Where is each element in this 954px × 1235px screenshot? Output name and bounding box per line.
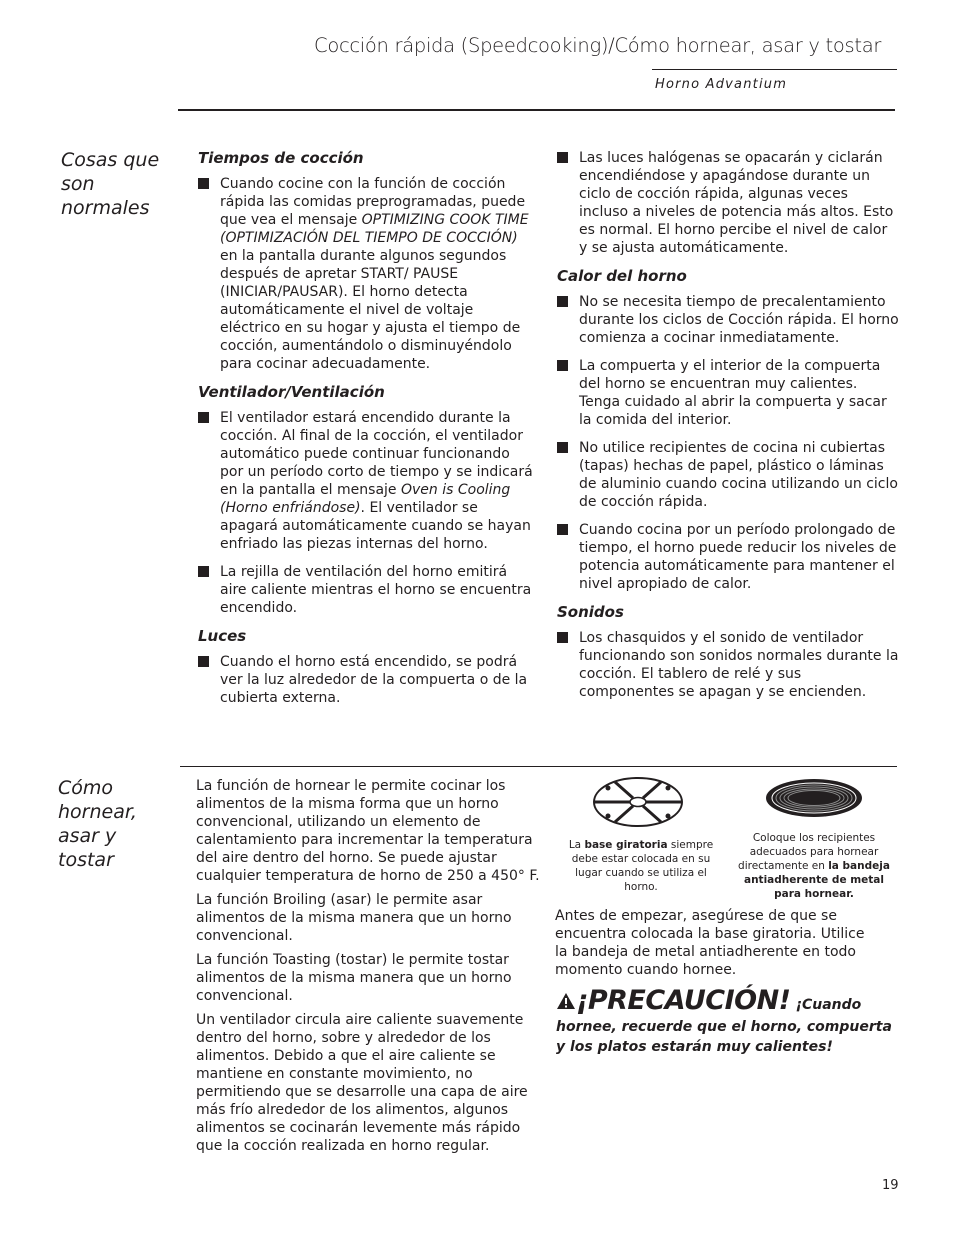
bullet-text: Cuando el horno está encendido, se podrá ver la luz alrededor de la compuerta o de la cubierta externa. bbox=[220, 654, 528, 706]
bullet-item bbox=[198, 653, 533, 707]
bullet-item bbox=[198, 563, 533, 617]
bullet-square-icon bbox=[198, 412, 209, 423]
bullet-square-icon bbox=[198, 566, 209, 577]
bullet-text: La rejilla de ventilación del horno emitirá aire caliente mientras el horno se encuentra encendido. bbox=[220, 564, 532, 616]
bullet-text: La compuerta y el interior de la compuerta del horno se encuentran muy calientes. Tenga cuidado al abrir la compuerta y sacar la comida del interior. bbox=[579, 358, 887, 428]
bullet-square-icon bbox=[557, 360, 568, 371]
baking-tray-icon bbox=[764, 777, 864, 819]
section2-left-column bbox=[196, 777, 541, 1161]
paragraph-bake: La función de hornear le permite cocinar los alimentos de la misma forma que un horno convencional, utilizando un elemento de calentamiento para incrementar la temperatura del aire dentro del horno. Se puede ajustar cualquier temperatura de horno de 250 a 450° F. bbox=[196, 778, 540, 884]
header-subtitle: Horno Advantium bbox=[655, 77, 788, 92]
heading-cook-times: Tiempos de cocción bbox=[198, 149, 364, 167]
section-heading-bake: Cómo hornear, asar y tostar bbox=[58, 777, 137, 871]
bullet-square-icon bbox=[557, 524, 568, 535]
bullet-text: No utilice recipientes de cocina ni cubiertas (tapas) hechas de papel, plástico o láminas de aluminio cuando cocina utilizando un ciclo de cocción rápida. bbox=[579, 440, 898, 510]
bullet-item bbox=[557, 629, 899, 701]
bullet-text: Los chasquidos y el sonido de ventilador funcionando son sonidos normales durante la cocción. El tablero de relé y sus componentes se apagan y se encienden. bbox=[579, 630, 899, 700]
turntable-support-icon bbox=[588, 774, 688, 834]
header-rule bbox=[652, 69, 897, 70]
bullet-text: Las luces halógenas se opacarán y ciclarán encendiéndose y apagándose durante un ciclo de cocción rápida, algunas veces incluso a niveles de potencia más altos. Esto es normal. El horno percibe el nivel de calor y se ajusta automáticamente. bbox=[579, 150, 894, 256]
bullet-item bbox=[557, 293, 899, 347]
warning-triangle-icon bbox=[556, 992, 576, 1010]
section1-right-column bbox=[557, 149, 899, 711]
section-divider-top bbox=[178, 109, 895, 111]
bullet-square-icon bbox=[198, 178, 209, 189]
caption-baking-tray: Coloque los recipientes adecuados para hornear directamente en la bandeja antiadherente de metal para hornear. bbox=[738, 832, 890, 900]
caution-text: ¡Cuando hornee, recuerde que el horno, compuerta y los platos estarán muy calientes! bbox=[556, 997, 892, 1055]
bullet-item bbox=[557, 149, 899, 257]
section-divider-middle bbox=[180, 766, 897, 767]
bullet-text: Cuando cocina por un período prolongado de tiempo, el horno puede reducir los niveles de potencia automáticamente para mantener el nivel apropiado de calor. bbox=[579, 522, 897, 592]
bullet-text: El ventilador estará encendido durante la cocción. Al final de la cocción, el ventilador automático puede continuar funcionando por un período corto de tiempo y se indicará en la pantalla el mensaje Oven is Cooling (Horno enfriándose). El ventilador se apagará automáticamente cuando se hayan enfriado las piezas internas del horno. bbox=[220, 410, 533, 552]
caution-title: ¡PRECAUCIÓN! bbox=[576, 985, 791, 1016]
paragraph-before-start: Antes de empezar, asegúrese de que se encuentra colocada la base giratoria. Utilice la bandeja de metal antiadherente en todo momento cuando hornee. bbox=[555, 908, 865, 978]
bullet-item bbox=[198, 175, 533, 373]
bullet-item bbox=[557, 521, 899, 593]
bullet-square-icon bbox=[557, 632, 568, 643]
section-heading-normal: Cosas que son normales bbox=[61, 149, 160, 219]
bullet-item bbox=[557, 357, 899, 429]
bullet-item bbox=[198, 409, 533, 553]
section1-left-column bbox=[198, 149, 533, 717]
paragraph-broil: La función Broiling (asar) le permite asar alimentos de la misma manera que un horno convencional. bbox=[196, 892, 512, 944]
bullet-square-icon bbox=[198, 656, 209, 667]
heading-fan: Ventilador/Ventilación bbox=[198, 383, 385, 401]
paragraph-fan-circulation: Un ventilador circula aire caliente suavemente dentro del horno, sobre y alrededor de los alimentos. Debido a que el aire caliente se mantiene en constante movimiento, no permitiendo que se desarrolle una capa de aire más frío alrededor de los alimentos, algunos alimentos se cocinarán levemente más rápido que la cocción realizada en horno regular. bbox=[196, 1012, 528, 1154]
bullet-square-icon bbox=[557, 152, 568, 163]
page-title: Cocción rápida (Speedcooking)/Cómo hornear, asar y tostar bbox=[314, 34, 882, 57]
heading-oven-heat: Calor del horno bbox=[557, 267, 687, 285]
paragraph-toast: La función Toasting (tostar) le permite tostar alimentos de la misma manera que un horno convencional. bbox=[196, 952, 512, 1004]
heading-lights: Luces bbox=[198, 627, 247, 645]
caption-turntable: La base giratoria siempre debe estar colocada en su lugar cuando se utiliza el horno. bbox=[568, 839, 714, 893]
bullet-text: No se necesita tiempo de precalentamiento durante los ciclos de Cocción rápida. El horno comienza a cocinar inmediatamente. bbox=[579, 294, 899, 346]
caution-block bbox=[556, 985, 901, 1056]
bullet-square-icon bbox=[557, 296, 568, 307]
heading-sounds: Sonidos bbox=[557, 603, 624, 621]
bullet-text: Cuando cocine con la función de cocción rápida las comidas preprogramadas, puede que vea el mensaje OPTIMIZING COOK TIME (OPTIMIZACIÓN DEL TIEMPO DE COCCIÓN) en la pantalla durante algunos segundos después de apretar START/ PAUSE (INICIAR/PAUSAR). El horno detecta automáticamente el nivel de voltaje eléctrico en su hogar y ajusta el tiempo de cocción, aumentándolo o disminuyéndolo para cocinar adecuadamente. bbox=[220, 176, 529, 372]
bullet-item bbox=[557, 439, 899, 511]
bullet-square-icon bbox=[557, 442, 568, 453]
page-number: 19 bbox=[882, 1178, 899, 1193]
